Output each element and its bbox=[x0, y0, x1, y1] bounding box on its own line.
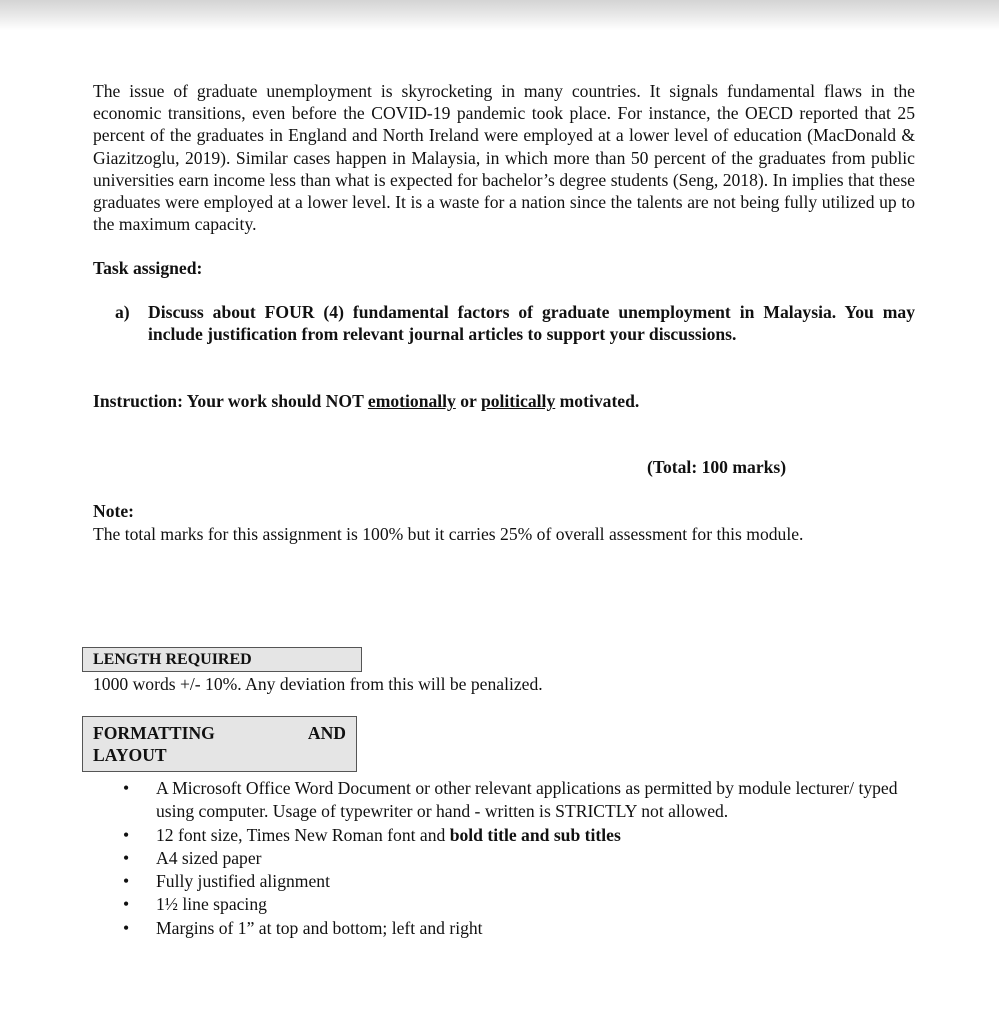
list-item bbox=[118, 824, 918, 847]
instruction-suffix: motivated. bbox=[555, 391, 640, 412]
instruction-word-emotionally: emotionally bbox=[367, 391, 456, 412]
bullet-text: Margins of 1” at top and bottom; left and right bbox=[156, 917, 483, 938]
list-item bbox=[118, 893, 918, 916]
instruction-word-politically: politically bbox=[480, 391, 556, 412]
task-item-marker: a) bbox=[115, 301, 130, 322]
total-marks: (Total: 100 marks) bbox=[647, 457, 787, 478]
list-item bbox=[118, 917, 918, 940]
formatting-heading-word2: AND bbox=[307, 723, 346, 743]
bullet-text: 12 font size, Times New Roman font and bbox=[156, 824, 450, 845]
task-item-a bbox=[115, 301, 915, 345]
bullet-text: A4 sized paper bbox=[156, 847, 262, 868]
formatting-heading-row bbox=[93, 722, 346, 744]
bullet-text: Fully justified alignment bbox=[156, 871, 330, 892]
length-required-heading-box bbox=[82, 647, 362, 672]
bullet-icon: • bbox=[123, 847, 130, 868]
bullet-text: A Microsoft Office Word Document or other relevant applications as permitted by module lecturer/ typed using computer. Usage of typewriter or hand - written is STRICTLY not allowed. bbox=[156, 778, 898, 822]
document-page bbox=[93, 80, 915, 545]
instruction-line bbox=[93, 390, 915, 412]
bullet-bold-text: bold title and sub titles bbox=[449, 824, 621, 845]
note-text: The total marks for this assignment is 100% but it carries 25% of overall assessment for this module. bbox=[93, 523, 804, 544]
list-item bbox=[118, 870, 918, 893]
note-heading: Note: bbox=[93, 501, 135, 522]
list-item bbox=[118, 777, 918, 824]
formatting-heading-word3: LAYOUT bbox=[93, 745, 167, 765]
length-required-text: 1000 words +/- 10%. Any deviation from this will be penalized. bbox=[93, 674, 543, 694]
formatting-heading-box bbox=[82, 716, 357, 772]
intro-paragraph: The issue of graduate unemployment is skyrocketing in many countries. It signals fundamental flaws in the economic transitions, even before the COVID-19 pandemic took place. For instance, the OECD reported that 25 percent of the graduates in England and North Ireland were employed at a lower level of education (MacDonald & Giazitzoglu, 2019). Similar cases happen in Malaysia, in which more than 50 percent of the graduates from public universities earn income less than what is expected for bachelor’s degree students (Seng, 2018). In implies that these graduates were employed at a lower level. It is a waste for a nation since the talents are not being fully utilized up to the maximum capacity. bbox=[93, 81, 915, 235]
list-item bbox=[118, 847, 918, 870]
instruction-prefix: Instruction: Your work should NOT bbox=[93, 391, 368, 412]
task-item-text: Discuss about FOUR (4) fundamental factors of graduate unemployment in Malaysia. You may include justification from relevant journal articles to support your discussions. bbox=[148, 301, 915, 344]
bullet-icon: • bbox=[123, 871, 130, 892]
task-heading: Task assigned: bbox=[93, 258, 203, 279]
formatting-heading-word1: FORMATTING bbox=[93, 723, 215, 743]
bullet-icon: • bbox=[123, 917, 130, 938]
bullet-icon: • bbox=[123, 778, 130, 798]
length-required-heading: LENGTH REQUIRED bbox=[93, 651, 252, 668]
formatting-bullet-list bbox=[118, 777, 918, 940]
instruction-middle: or bbox=[455, 391, 481, 412]
bullet-icon: • bbox=[123, 894, 130, 915]
bullet-icon: • bbox=[123, 824, 130, 845]
bullet-text: 1½ line spacing bbox=[156, 894, 267, 915]
viewer-top-shadow bbox=[0, 0, 999, 30]
